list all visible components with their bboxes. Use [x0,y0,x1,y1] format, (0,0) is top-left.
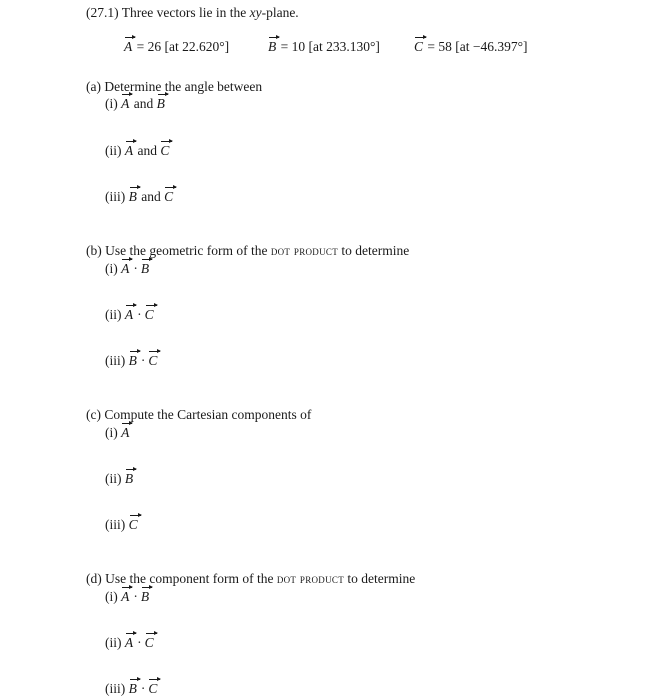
item-operator: and [133,96,154,111]
item-roman: (iii) [105,517,126,532]
item-roman: (i) [105,96,118,111]
part-a-item-ii [105,144,170,158]
vector-symbol: C [144,307,154,322]
part-d-prompt [86,572,415,586]
item-roman: (i) [105,425,118,440]
vector-symbol: B [140,589,150,604]
vector-symbol: A [124,143,134,158]
item-operator: and [141,189,161,204]
vector-symbol: A [124,635,134,650]
part-a-item-i [105,97,166,111]
part-prompt-text-end: to determine [341,243,410,258]
part-label: (c) [86,407,101,422]
item-operator: · [133,261,138,276]
vector-c-definition [414,40,528,54]
part-b-item-i [105,262,150,276]
part-a-prompt [86,80,262,94]
part-d-item-ii [105,636,155,650]
part-c-prompt [86,408,311,422]
vector-symbol: C [164,189,174,204]
part-prompt-text: Use the geometric form of the [105,243,268,258]
vector-a-definition [124,40,229,54]
item-operator: · [137,307,142,322]
dot-product-term: dot product [276,571,345,586]
vector-a-value: = 26 [at 22.620°] [136,39,230,54]
problem-number: (27.1) [86,5,119,20]
vector-symbol: A [124,307,134,322]
part-b-item-iii [105,354,158,368]
vector-symbol: B [156,96,165,111]
item-roman: (ii) [105,143,122,158]
part-prompt-text-end: to determine [347,571,416,586]
vector-b-definition [268,40,380,54]
vector-symbol: C [148,353,158,368]
vector-symbol: A [121,425,130,440]
part-a-item-iii [105,190,174,204]
part-c-item-ii [105,472,134,486]
vector-symbol: C [144,635,154,650]
item-operator: · [137,635,142,650]
vector-symbol: B [128,353,137,368]
part-label: (b) [86,243,102,258]
vector-a-symbol: A [124,39,133,54]
problem-intro-post: -plane. [261,5,299,20]
vector-symbol: B [140,261,150,276]
vector-c-symbol: C [414,39,424,54]
part-c-item-iii [105,518,139,532]
part-prompt-text: Use the component form of the [105,571,274,586]
dot-product-term: dot product [270,243,339,258]
part-b-prompt [86,244,409,258]
part-c-item-i [105,426,130,440]
vector-b-symbol: B [268,39,277,54]
item-operator: · [140,353,146,368]
vector-symbol: C [160,143,170,158]
part-prompt-text: Determine the angle between [104,79,263,94]
problem-statement [86,6,299,20]
item-roman: (i) [105,261,118,276]
item-roman: (i) [105,589,118,604]
plane-variable: xy [249,5,262,20]
vector-symbol: A [121,589,130,604]
item-operator: and [137,143,157,158]
item-roman: (iii) [105,189,126,204]
vector-symbol: C [148,681,158,696]
vector-b-value: = 10 [at 233.130°] [280,39,380,54]
part-b-item-ii [105,308,155,322]
vector-symbol: A [121,261,130,276]
part-label: (a) [86,79,101,94]
item-roman: (iii) [105,681,126,696]
vector-symbol: A [121,96,130,111]
item-roman: (ii) [105,307,122,322]
item-roman: (iii) [105,353,126,368]
vector-symbol: B [128,681,137,696]
part-label: (d) [86,571,102,586]
part-d-item-iii [105,682,158,696]
item-operator: · [133,589,138,604]
item-roman: (ii) [105,635,122,650]
vector-symbol: C [128,517,138,532]
item-roman: (ii) [105,471,122,486]
vector-symbol: B [124,471,134,486]
part-d-item-i [105,590,150,604]
vector-c-value: = 58 [at −46.397°] [427,39,528,54]
problem-intro-pre: Three vectors lie in the [121,5,247,20]
vector-symbol: B [128,189,137,204]
item-operator: · [140,681,146,696]
part-prompt-text: Compute the Cartesian components of [104,407,312,422]
